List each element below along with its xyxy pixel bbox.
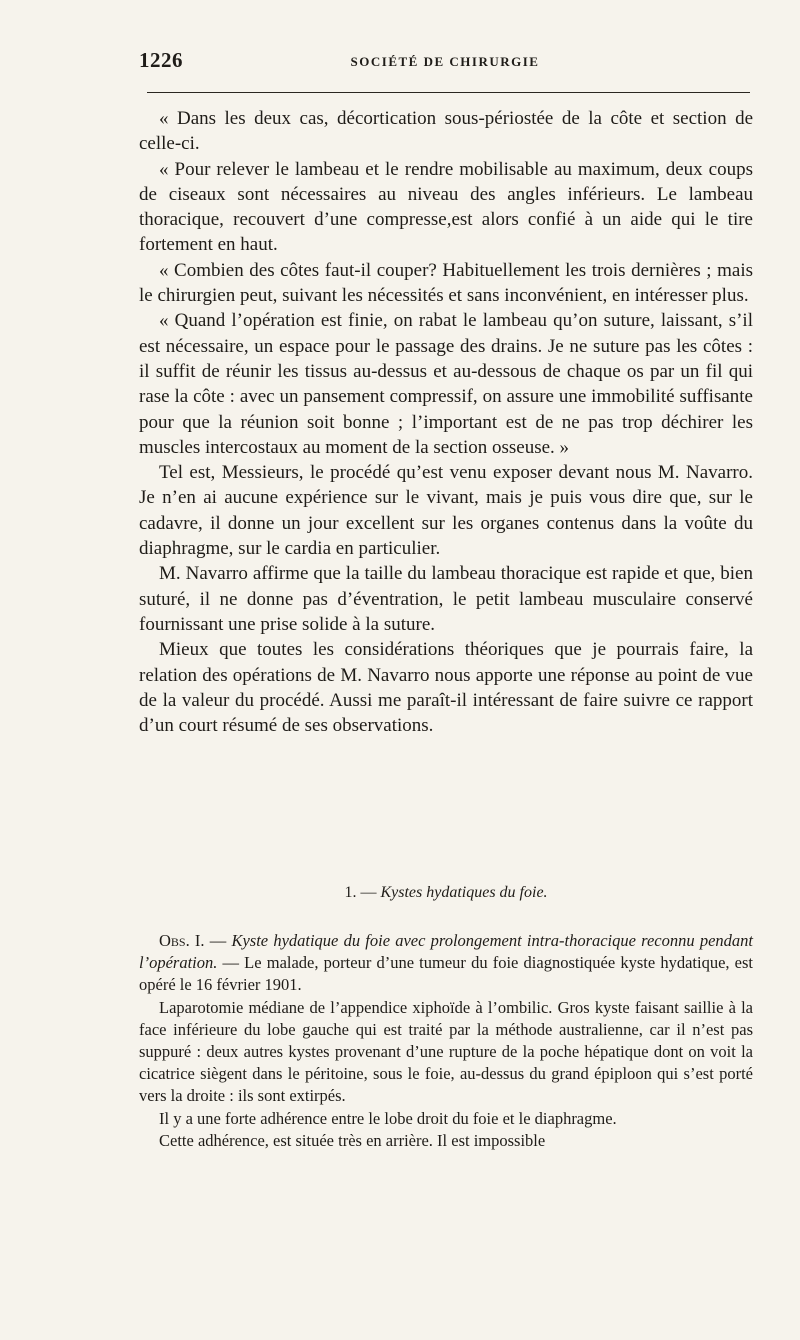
section-heading	[139, 884, 753, 902]
paragraph: « Quand l’opération est finie, on rabat le lambeau qu’on suture, laissant, s’il est nécessaire, un espace pour le passage des drains. Je ne suture pas les côtes : il suffit de réunir les tissus au-dessus et au-dessous de chaque os par un fil qui rase la côte : avec un pansement compressif, on assure une immobilité suffisante pour que la réunion soit bonne ; l’important est de ne pas trop déchirer les muscles intercostaux au moment de la section osseuse. »	[139, 310, 753, 458]
paragraph: « Pour relever le lambeau et le rendre mobilisable au maximum, deux coups de ciseaux sont nécessaires au niveau des angles inférieurs. Le lambeau thoracique, recouvert d’une compresse,est alors confié à un aide qui le tire fortement en haut.	[139, 158, 753, 256]
paragraph: Mieux que toutes les considérations théoriques que je pourrais faire, la relation des opérations de M. Navarro nous apporte une réponse au point de vue de la valeur du procédé. Aussi me paraît-il intéressant de faire suivre ce rapport d’un court résumé de ses observations.	[139, 639, 753, 737]
observation-paragraph: Cette adhérence, est située très en arrière. Il est impossible	[159, 1130, 546, 1150]
observation-heading-paragraph	[139, 930, 753, 997]
observation-intro: — Le malade, porteur d’une tumeur du foie diagnostiquée kyste hydatique, est opéré le 16 février 1901.	[139, 953, 753, 995]
observation-title: Kyste hydatique du foie avec prolongement intra-thoracique reconnu pendant l’opération.	[139, 931, 753, 973]
section-title: Kystes hydatiques du foie.	[380, 884, 548, 901]
page-number: 1226	[139, 48, 183, 72]
paragraph: Tel est, Messieurs, le procédé qu’est venu exposer devant nous M. Navarro. Je n’en ai aucune expérience sur le vivant, mais je puis vous dire que, sur le cadavre, il donne un jour excellent sur les organes contenus dans la voûte du diaphragme, sur le cardia en particulier.	[139, 462, 753, 560]
body-text	[139, 106, 753, 738]
observation-label: Obs. I. —	[159, 931, 227, 950]
page-header	[139, 48, 751, 78]
paragraph: « Dans les deux cas, décortication sous-périostée de la côte et section de celle-ci.	[139, 108, 753, 155]
section-number: 1. —	[344, 884, 377, 901]
observation-paragraph: Il y a une forte adhérence entre le lobe droit du foie et le diaphragme.	[159, 1108, 617, 1128]
header-rule	[147, 92, 750, 93]
paragraph: M. Navarro affirme que la taille du lambeau thoracique est rapide et que, bien suturé, il ne donne pas d’éventration, le petit lambeau musculaire conservé fournissant une prise solide à la suture.	[139, 563, 753, 635]
paragraph: « Combien des côtes faut-il couper? Habituellement les trois dernières ; mais le chirurgien peut, suivant les nécessités et sans inconvénient, en intéresser plus.	[139, 259, 753, 307]
observation-paragraph: Laparotomie médiane de l’appendice xiphoïde à l’ombilic. Gros kyste faisant saillie à la face inférieure du lobe gauche qui est traité par la méthode australienne, car il n’est pas suppuré : deux autres kystes provenant d’une rupture de la poche hépatique dont on voit la cicatrice siègent dans le péritoine, sous le foie, au-dessus du grand épiploon qui s’est porté vers la droite : ils sont extirpés.	[139, 997, 753, 1106]
running-head: SOCIÉTÉ DE CHIRURGIE	[350, 54, 540, 69]
observation-text	[139, 930, 753, 1152]
